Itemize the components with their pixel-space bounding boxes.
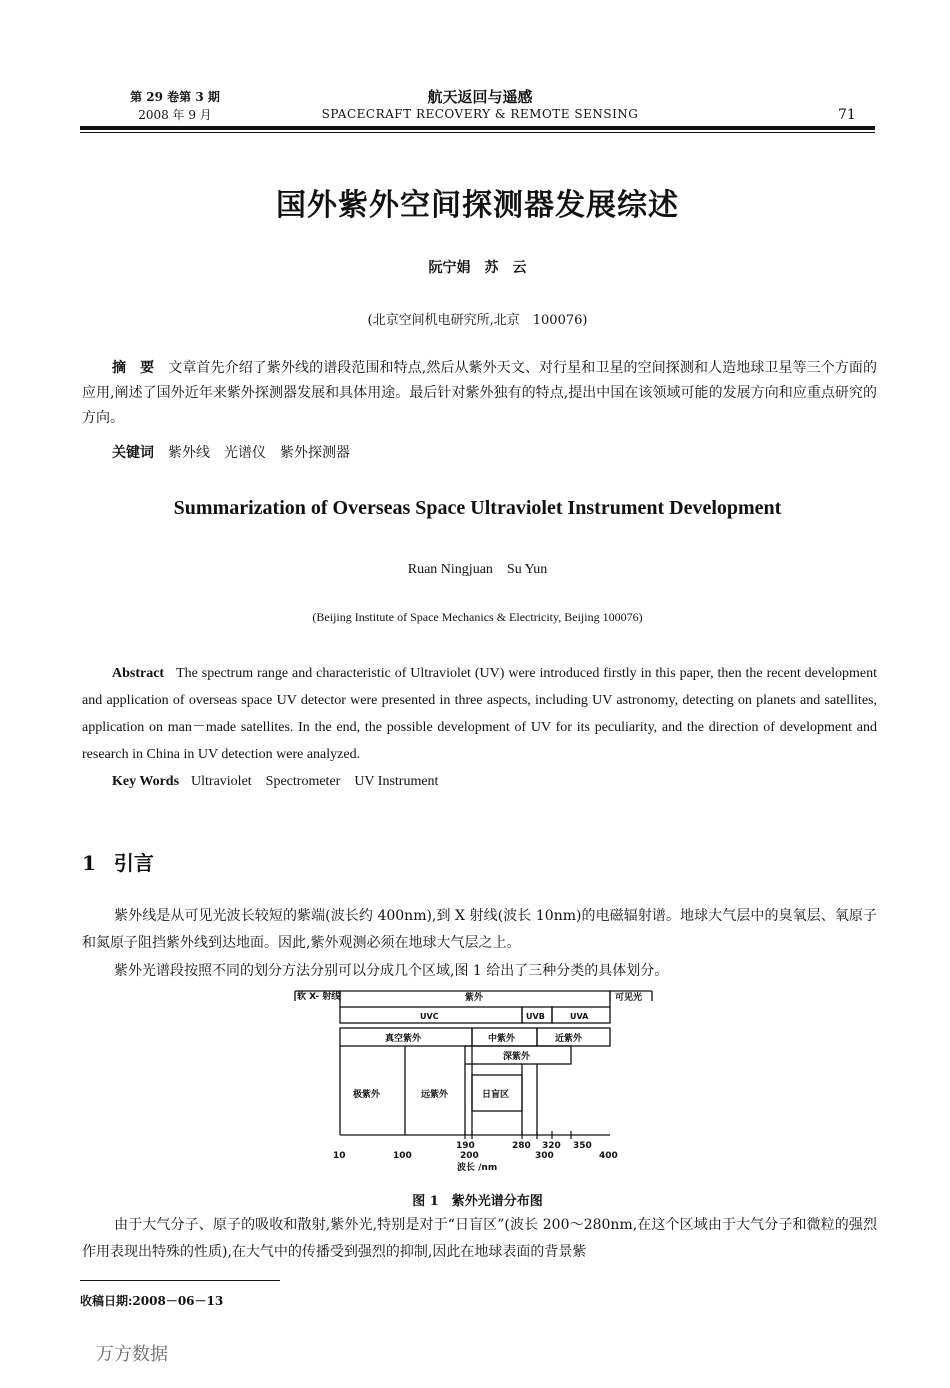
figure1-label-far-uv: 远紫外 <box>421 1090 449 1100</box>
header-journal-cn: 航天返回与遥感 <box>427 88 533 106</box>
figure1-tick-label-190: 190 <box>456 1141 475 1151</box>
figure1-tick-label-400: 400 <box>599 1151 618 1161</box>
keywords-en-label: Key Words <box>112 774 180 789</box>
header-page-number: 71 <box>838 107 856 123</box>
title-cn: 国外紫外空间探测器发展综述 <box>276 188 679 223</box>
figure1-axis-label: 波长 /nm <box>457 1163 498 1173</box>
figure1-caption: 图 1 紫外光谱分布图 <box>412 1194 543 1209</box>
keywords-en-text: Ultraviolet Spectrometer UV Instrument <box>191 774 439 789</box>
watermark-text: 万方数据 <box>96 1344 168 1365</box>
header-date: 2008 年 9 月 <box>138 108 212 122</box>
footnote-rule <box>80 1280 280 1281</box>
figure1-spectrum-diagram <box>285 985 655 1175</box>
section1-para2 <box>82 958 877 985</box>
figure1-label-uv: 紫外 <box>465 993 484 1003</box>
section1-number: 1 <box>82 851 96 875</box>
figure1-tick-label-350: 350 <box>573 1141 592 1151</box>
abstract-en <box>82 660 877 768</box>
header-rule-thick <box>80 126 875 130</box>
figure1-label-solar-blind: 日盲区 <box>482 1090 510 1100</box>
figure1-label-soft-xray: 软 X- 射线 <box>297 992 341 1002</box>
keywords-cn <box>112 442 872 462</box>
figure1-label-vacuum-uv: 真空紫外 <box>385 1034 422 1044</box>
section1-para2-text: 紫外光谱段按照不同的划分方法分别可以分成几个区域,图 1 给出了三种分类的具体划分。 <box>114 963 669 979</box>
figure1-label-uva: UVA <box>570 1012 589 1021</box>
keywords-en <box>112 770 872 790</box>
section1-para1 <box>82 903 877 957</box>
keywords-cn-label: 关键词 <box>112 445 154 461</box>
header-volume: 第 29 卷第 3 期 <box>130 90 220 104</box>
figure1-label-deep-uv: 深紫外 <box>503 1052 531 1062</box>
figure1-label-uvb: UVB <box>526 1012 545 1021</box>
abstract-cn-label: 摘 要 <box>112 360 155 376</box>
affiliation-cn: (北京空间机电研究所,北京 100076) <box>367 313 588 328</box>
abstract-en-text: The spectrum range and characteristic of Ultraviolet (UV) were introduced firstly in this paper, then the recent development and application of overseas space UV detector were presented in three aspects, including UV astronomy, detecting on planets and satellites, application on man－made satellites. In the end, the possible development of UV for its peculiarity, and the direction of development and research in China in UV detection were analyzed. <box>82 666 877 762</box>
footnote-received-date: 收稿日期:2008－06－13 <box>80 1294 224 1308</box>
figure1-label-near-uv: 近紫外 <box>555 1034 583 1044</box>
keywords-cn-text: 紫外线 光谱仪 紫外探测器 <box>168 445 350 461</box>
figure1-label-extreme-uv: 极紫外 <box>353 1090 381 1100</box>
abstract-cn <box>82 356 877 431</box>
abstract-cn-text: 文章首先介绍了紫外线的谱段范围和特点,然后从紫外天文、对行星和卫星的空间探测和人造地球卫星等三个方面的应用,阐述了国外近年来紫外探测器发展和具体用途。最后针对紫外独有的特点,提出中国在该领域可能的发展方向和应重点研究的方向。 <box>82 360 878 426</box>
affiliation-en: (Beijing Institute of Space Mechanics & Electricity, Beijing 100076) <box>312 610 643 624</box>
authors-cn: 阮宁娟 苏 云 <box>428 260 527 276</box>
figure1-tick-label-200: 200 <box>460 1151 479 1161</box>
figure1-tick-label-300: 300 <box>535 1151 554 1161</box>
section1-para3-text: 由于大气分子、原子的吸收和散射,紫外光,特别是对于“日盲区”(波长 200～280nm,在这个区域由于大气分子和微粒的强烈作用表现出特殊的性质),在大气中的传播受到强烈的抑制,因此在地球表面的背景紫 <box>82 1217 877 1260</box>
figure1-tick-label-280: 280 <box>512 1141 531 1151</box>
header-rule-thin <box>80 132 875 133</box>
figure1-tick-label-320: 320 <box>542 1141 561 1151</box>
section1-heading <box>82 847 154 876</box>
section1-title: 引言 <box>113 851 154 875</box>
title-en: Summarization of Overseas Space Ultraviolet Instrument Development <box>173 497 782 519</box>
figure1-tick-label-10: 10 <box>333 1151 346 1161</box>
figure1-label-mid-uv: 中紫外 <box>488 1034 516 1044</box>
authors-en: Ruan Ningjuan Su Yun <box>407 562 548 577</box>
section1-para3 <box>82 1212 877 1266</box>
abstract-en-label: Abstract <box>112 666 165 681</box>
figure1-label-visible: 可见光 <box>615 993 643 1003</box>
figure1-label-uvc: UVC <box>420 1012 439 1021</box>
figure1-tick-label-100: 100 <box>393 1151 412 1161</box>
header-journal-en: SPACECRAFT RECOVERY & REMOTE SENSING <box>321 107 639 121</box>
section1-para1-text: 紫外线是从可见光波长较短的紫端(波长约 400nm),到 X 射线(波长 10nm)的电磁辐射谱。地球大气层中的臭氧层、氧原子和氮原子阻挡紫外线到达地面。因此,紫外观测必须在地球大气层之上。 <box>82 908 877 951</box>
